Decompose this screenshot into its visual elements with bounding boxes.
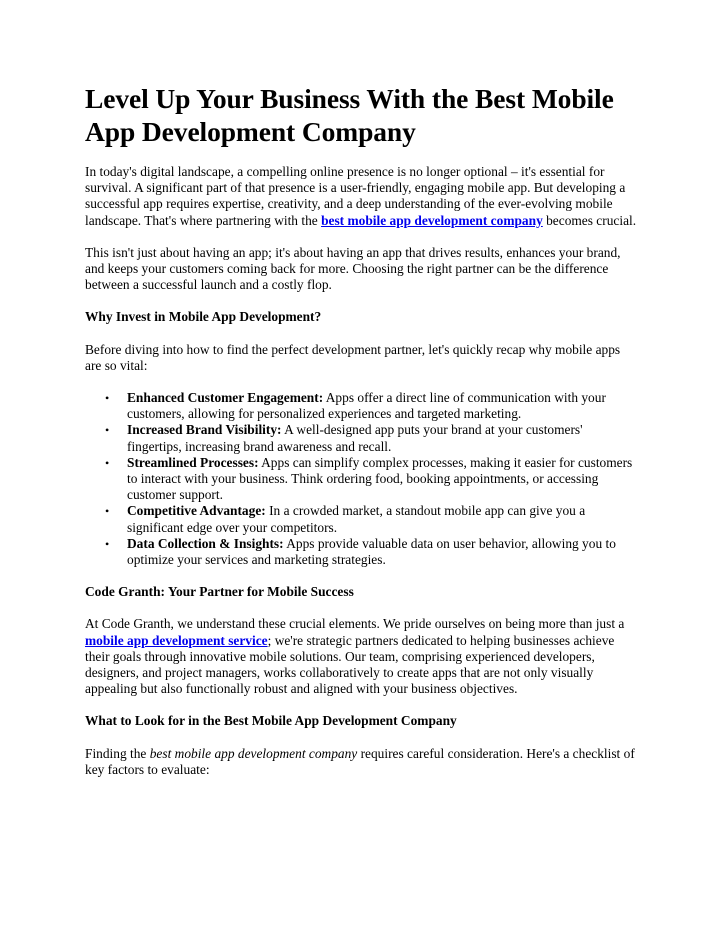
benefits-list: [85, 390, 637, 568]
list-item-term: Competitive Advantage:: [127, 503, 266, 519]
section-heading-code-granth: Code Granth: Your Partner for Mobile Success: [85, 584, 354, 600]
list-item-term: Increased Brand Visibility:: [127, 422, 282, 438]
bullet-icon: •: [105, 391, 110, 406]
code-granth-text-after: ; we're strategic partners dedicated to helping businesses achieve their goals through innovative mobile solutions. Our team, comprising experienced developers, designers, and project managers, works collaboratively to create apps that are not only visually appealing but also functionally robust and aligned with your business objectives.: [85, 632, 615, 697]
list-item-text: In a crowded market, a standout mobile app can give you a significant edge over your competitors.: [127, 503, 586, 535]
bullet-icon: •: [105, 423, 110, 438]
list-item: [105, 503, 637, 535]
list-item: [105, 422, 637, 454]
section-heading-what-to-look-for: What to Look for in the Best Mobile App Development Company: [85, 713, 457, 729]
list-item-text: Apps offer a direct line of communication with your customers, allowing for personalized experiences and targeted marketing.: [127, 390, 606, 422]
code-granth-text-before: At Code Granth, we understand these crucial elements. We pride ourselves on being more than just a: [85, 616, 625, 632]
what-to-look-for-paragraph: [85, 746, 637, 778]
why-invest-lead-paragraph: Before diving into how to find the perfect development partner, let's quickly recap why mobile apps are so vital:: [85, 341, 621, 373]
list-item: [105, 390, 637, 422]
code-granth-paragraph: [85, 616, 637, 697]
intro-text-after: becomes crucial.: [542, 212, 637, 228]
mobile-app-development-service-link[interactable]: mobile app development service: [85, 632, 268, 648]
list-item-term: Enhanced Customer Engagement:: [127, 390, 324, 406]
emphasized-phrase: best mobile app development company: [149, 745, 358, 761]
list-item: [105, 454, 637, 504]
bullet-icon: •: [105, 455, 110, 470]
document-page: [85, 82, 637, 794]
bullet-icon: •: [105, 504, 110, 519]
what-to-look-text-after: requires careful consideration. Here's a checklist of key factors to evaluate:: [85, 745, 635, 777]
intro-paragraph: [85, 164, 637, 229]
list-item-text: Apps can simplify complex processes, making it easier for customers to interact with your business. Think ordering food, booking appointments, or accessing customer support.: [127, 454, 633, 503]
section-heading-why-invest: Why Invest in Mobile App Development?: [85, 309, 322, 325]
second-paragraph: This isn't just about having an app; it's about having an app that drives results, enhances your brand, and keeps your customers coming back for more. Choosing the right partner can be the difference between a successful launch and a costly flop.: [85, 244, 621, 293]
what-to-look-text-before: Finding the: [85, 745, 150, 761]
bullet-icon: •: [105, 536, 110, 551]
best-mobile-app-development-company-link[interactable]: best mobile app development company: [321, 212, 543, 228]
intro-text-before: In today's digital landscape, a compelling online presence is no longer optional – it's essential for survival. A significant part of that presence is a user-friendly, engaging mobile app. But developing a successful app requires expertise, creativity, and a deep understanding of the ever-evolving mobile landscape. That's where partnering with the: [85, 164, 626, 228]
page-title: Level Up Your Business With the Best Mobile App Development Company: [85, 83, 614, 147]
list-item: [105, 535, 637, 568]
list-item-text: A well-designed app puts your brand at your customers' fingertips, increasing brand awareness and recall.: [127, 422, 583, 454]
list-item-term: Streamlined Processes:: [127, 454, 259, 470]
list-item-text: Apps provide valuable data on user behavior, allowing you to optimize your services and marketing strategies.: [127, 535, 616, 568]
list-item-term: Data Collection & Insights:: [127, 535, 284, 551]
